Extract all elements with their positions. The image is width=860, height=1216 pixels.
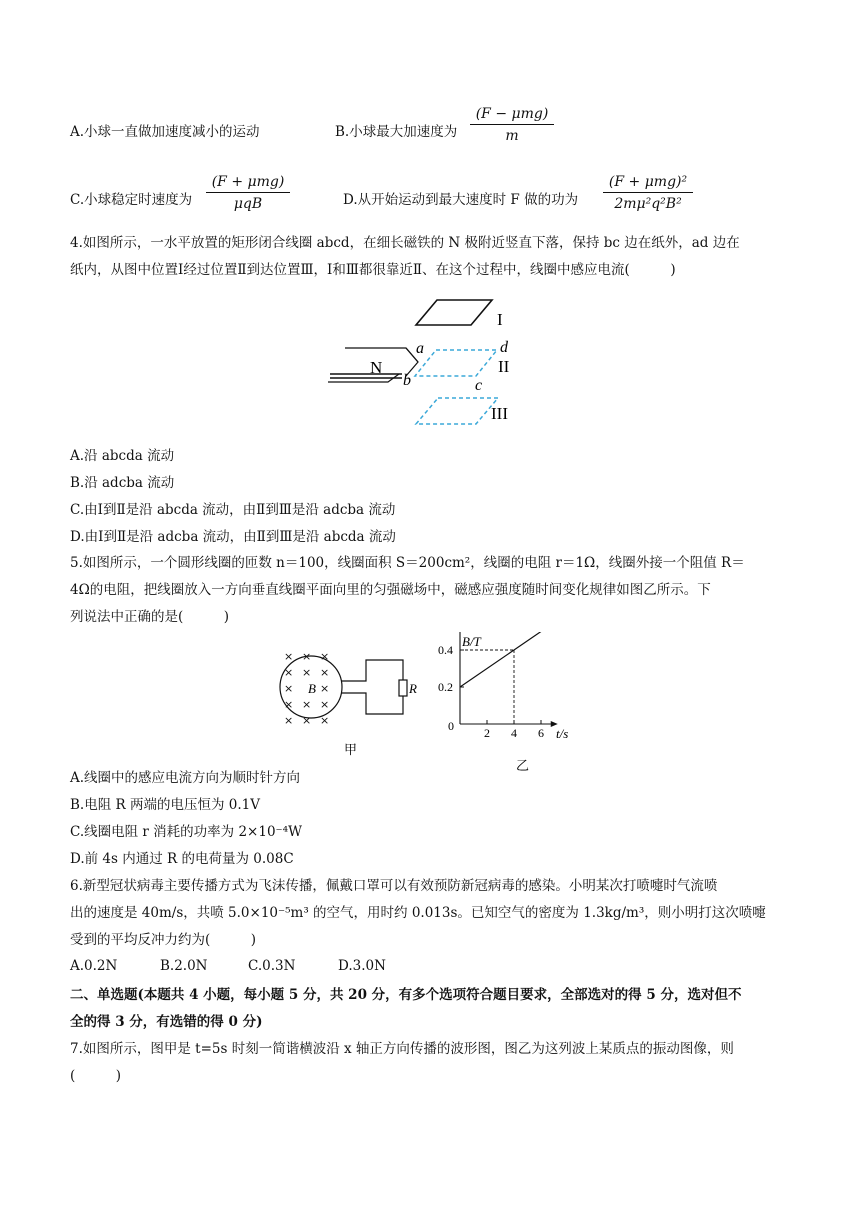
svg-text:×: × — [284, 698, 294, 711]
origin-label: 0 — [448, 719, 454, 733]
q5-option-a: A.线圈中的感应电流方向为顺时针方向 — [70, 770, 301, 786]
q3-option-b-prefix: B.小球最大加速度为 — [335, 124, 458, 140]
q5-option-b: B.电阻 R 两端的电压恒为 0.1V — [70, 797, 260, 813]
svg-text:×: × — [284, 682, 294, 695]
corner-c-label: c — [475, 377, 483, 394]
svg-text:×: × — [320, 682, 330, 695]
q4-stem-line-1: 4.如图所示，一水平放置的矩形闭合线圈 abcd，在细长磁铁的 N 极附近竖直下落，保持 bc 边在纸外，ad 边在 — [70, 235, 740, 251]
q6-option-a: A.0.2N — [70, 958, 118, 974]
q5-stem-line-1: 5.如图所示，一个圆形线圈的匝数 n＝100，线圈面积 S＝200cm²，线圈的电阻 r＝1Ω，线圈外接一个阻值 R＝ — [70, 555, 745, 571]
svg-text:×: × — [302, 666, 312, 679]
x-tick-label: 6 — [538, 726, 544, 740]
q3-option-c-denominator: μqB — [233, 196, 263, 212]
position-2-label: II — [498, 357, 510, 376]
q4-stem-line-2: 纸内，从图中位置Ⅰ经过位置Ⅱ到达位置Ⅲ，Ⅰ和Ⅲ都很靠近Ⅱ、在这个过程中，线圈中感应电流( ) — [70, 262, 676, 278]
q5-figure-yi-chart — [428, 632, 588, 772]
q3-option-a: A.小球一直做加速度减小的运动 — [70, 124, 260, 140]
q3-option-c-prefix: C.小球稳定时速度为 — [70, 192, 193, 208]
q4-option-d: D.由Ⅰ到Ⅱ是沿 adcba 流动，由Ⅱ到Ⅲ是沿 abcda 流动 — [70, 529, 396, 545]
q6-stem-line-2: 出的速度是 40m/s，共喷 5.0×10⁻⁵m³ 的空气，用时约 0.013s。已知空气的密度为 1.3kg/m³，则小明打这次喷嚏 — [70, 905, 766, 921]
q4-option-c: C.由Ⅰ到Ⅱ是沿 abcda 流动，由Ⅱ到Ⅲ是沿 adcba 流动 — [70, 502, 396, 518]
chart-axes — [438, 632, 558, 740]
q6-option-c: C.0.3N — [248, 958, 296, 974]
x-tick-label: 2 — [484, 726, 490, 740]
coil-position-3 — [416, 398, 498, 424]
corner-a-label: a — [416, 340, 424, 357]
svg-text:×: × — [320, 698, 330, 711]
q3-option-d-denominator: 2mμ²q²B² — [614, 196, 682, 212]
svg-text:×: × — [302, 650, 312, 663]
svg-text:×: × — [302, 698, 312, 711]
field-b-label: B — [308, 681, 316, 696]
y-tick-label: 0.4 — [438, 643, 453, 657]
position-1-label: I — [497, 310, 503, 329]
q6-stem-line-1: 6.新型冠状病毒主要传播方式为飞沫传播，佩戴口罩可以有效预防新冠病毒的感染。小明某次打喷嚏时气流喷 — [70, 878, 718, 894]
q3-option-c-fraction — [206, 174, 290, 212]
q3-option-d-fraction — [603, 174, 693, 212]
q3-option-d-prefix: D.从开始运动到最大速度时 F 做的功为 — [343, 192, 579, 208]
q5-stem-line-3: 列说法中正确的是( ) — [70, 609, 230, 625]
magnetic-field-crosses — [284, 650, 329, 727]
resistor-r-label: R — [409, 681, 417, 696]
coil-position-1 — [416, 300, 492, 325]
svg-text:×: × — [284, 650, 294, 663]
svg-text:×: × — [302, 714, 312, 727]
svg-text:×: × — [284, 666, 294, 679]
q7-stem-line-2: ( ) — [70, 1068, 122, 1084]
figure-yi-caption: 乙 — [516, 759, 530, 772]
q5-option-c: C.线圈电阻 r 消耗的功率为 2×10⁻⁴W — [70, 824, 302, 840]
magnet-n-label: N — [370, 358, 383, 377]
q4-option-b: B.沿 adcba 流动 — [70, 475, 175, 491]
chart-y-axis-label: B/T — [462, 634, 481, 649]
corner-d-label: d — [500, 339, 508, 356]
q6-option-d: D.3.0N — [338, 958, 386, 974]
x-tick-label: 4 — [511, 726, 517, 740]
coil-position-2 — [415, 350, 497, 376]
q5-option-d: D.前 4s 内通过 R 的电荷量为 0.08C — [70, 851, 294, 867]
svg-text:×: × — [284, 714, 294, 727]
corner-b-label: b — [403, 372, 411, 389]
section-2-heading-line-1: 二、单选题(本题共 4 小题，每小题 5 分，共 20 分，有多个选项符合题目要求，全部选对的得 5 分，选对但不 — [70, 987, 742, 1003]
q7-stem-line-1: 7.如图所示，图甲是 t=5s 时刻一简谐横波沿 x 轴正方向传播的波形图，图乙为这列波上某质点的振动图像，则 — [70, 1041, 734, 1057]
section-2-heading-line-2: 全的得 3 分，有选错的得 0 分) — [70, 1014, 263, 1030]
figure-jia-caption: 甲 — [344, 743, 358, 758]
position-3-label: III — [491, 404, 508, 423]
svg-text:×: × — [320, 666, 330, 679]
q3-option-b-fraction — [470, 106, 554, 144]
svg-text:×: × — [320, 714, 330, 727]
q3-option-b-denominator: m — [505, 128, 519, 144]
y-tick-label: 0.2 — [438, 680, 453, 694]
resistor — [399, 680, 407, 696]
q3-option-d-numerator: (F + μmg)² — [603, 174, 693, 193]
q3-option-c-numerator: (F + μmg) — [206, 174, 290, 193]
q4-option-a: A.沿 abcda 流动 — [70, 448, 175, 464]
chart-x-axis-label: t/s — [556, 726, 569, 741]
q6-stem-line-3: 受到的平均反冲力约为( ) — [70, 932, 257, 948]
q3-option-b-numerator: (F − μmg) — [470, 106, 554, 125]
q6-option-b: B.2.0N — [160, 958, 208, 974]
q5-figure-jia — [278, 640, 418, 760]
q5-stem-line-2: 4Ω的电阻，把线圈放入一方向垂直线圈平面向里的匀强磁场中，磁感应强度随时间变化规律如图乙所示。下 — [70, 582, 711, 598]
svg-text:×: × — [320, 650, 330, 663]
q4-figure-coil-magnet — [320, 292, 540, 432]
